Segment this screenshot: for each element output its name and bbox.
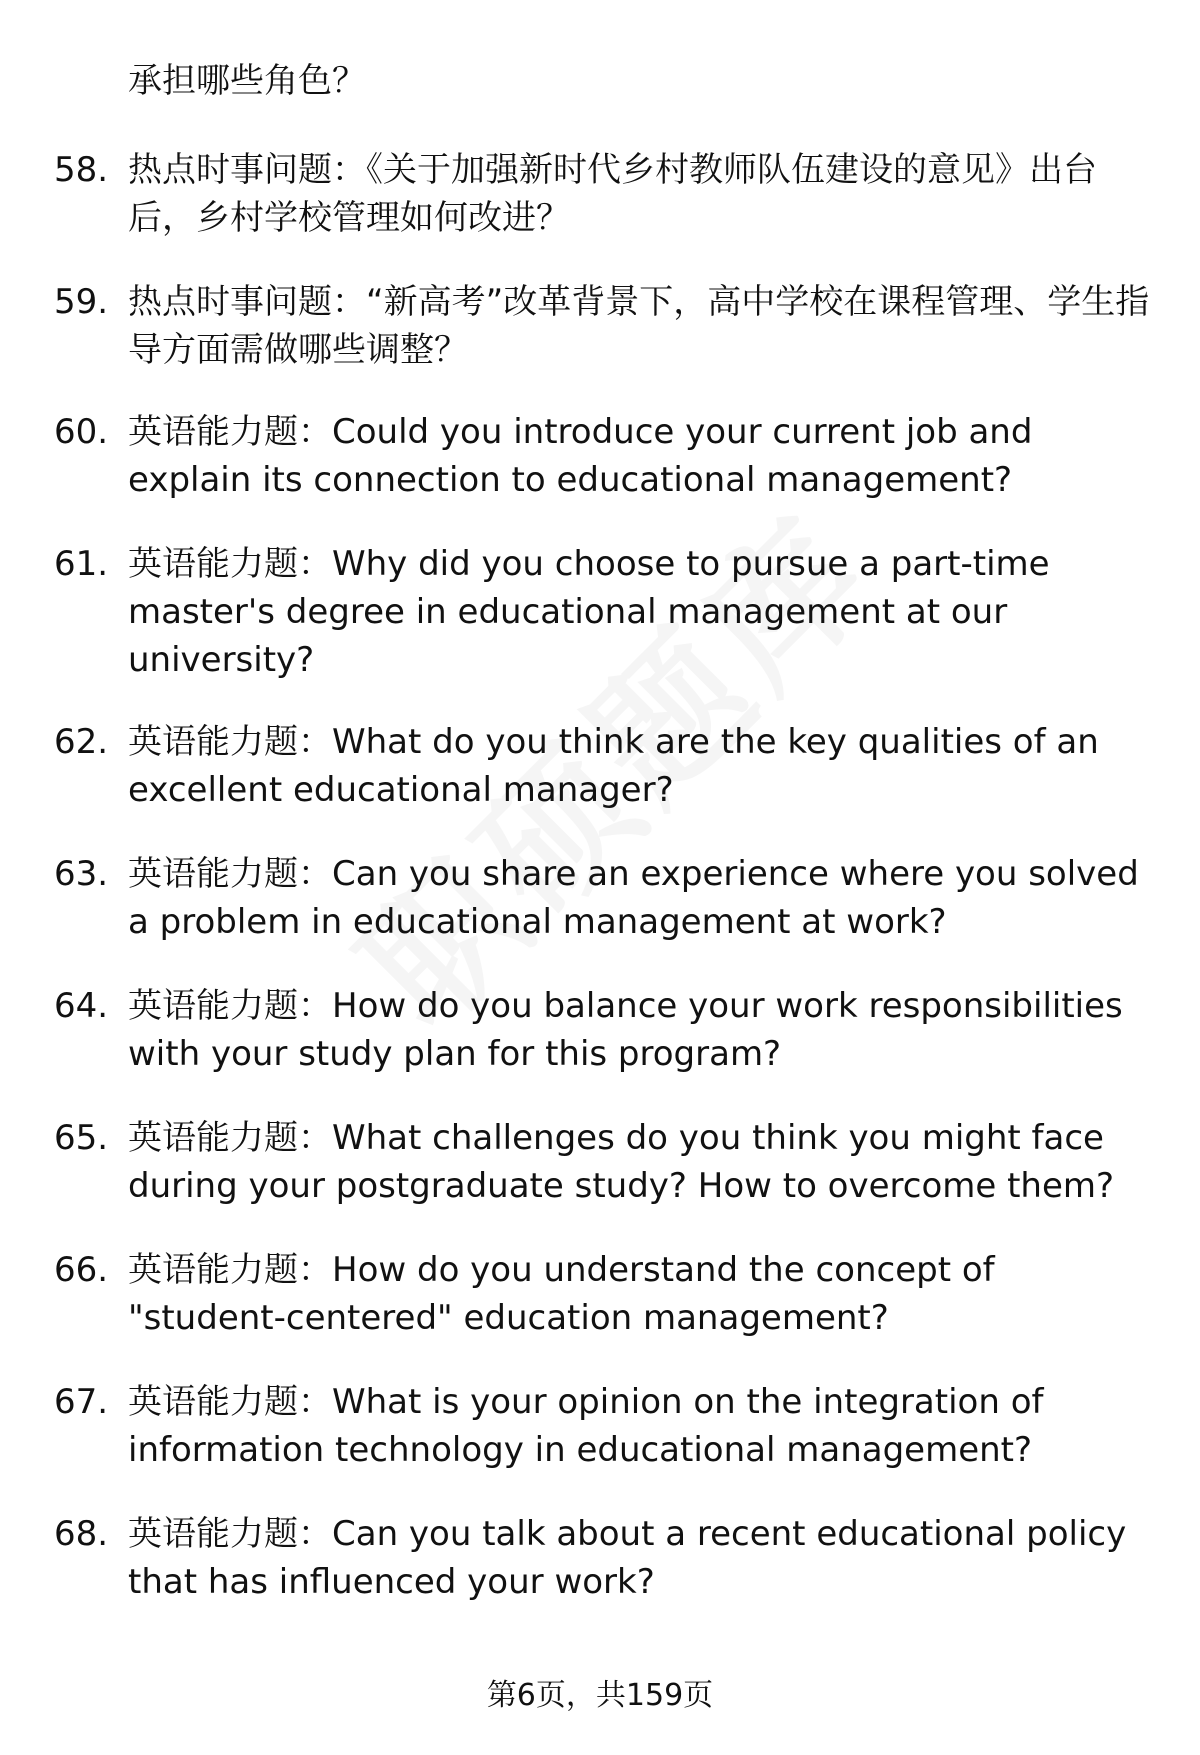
item-text: 英语能力题：What do you think are the key qualities of an excellent educational manager?	[128, 722, 1099, 810]
item-number: 61.	[54, 544, 109, 584]
item-text: 英语能力题：Why did you choose to pursue a part-time master's degree in educational management at our university?	[128, 544, 1050, 680]
item-number: 59.	[54, 282, 109, 322]
carryover-text: 承担哪些角色？	[128, 61, 366, 101]
item-number: 66.	[54, 1250, 109, 1290]
page-footer: 第6页，共159页	[486, 1678, 714, 1713]
item-text: 英语能力题：Could you introduce your current job and explain its connection to educational management?	[128, 412, 1033, 500]
item-number: 62.	[54, 722, 109, 762]
item-text: 英语能力题：How do you understand the concept of "student-centered" education management?	[128, 1250, 995, 1338]
item-number: 65.	[54, 1118, 109, 1158]
item-text: 英语能力题：How do you balance your work responsibilities with your study plan for this program?	[128, 986, 1123, 1074]
item-number: 64.	[54, 986, 109, 1026]
item-text: 英语能力题：Can you share an experience where you solved a problem in educational management at work?	[128, 854, 1139, 942]
item-number: 58.	[54, 150, 109, 190]
item-text: 热点时事问题：“新高考”改革背景下，高中学校在课程管理、学生指导方面需做哪些调整？	[128, 282, 1150, 370]
item-number: 67.	[54, 1382, 109, 1422]
item-text: 英语能力题：What challenges do you think you might face during your postgraduate study? How to overcome them?	[128, 1118, 1115, 1206]
item-text: 热点时事问题：《关于加强新时代乡村教师队伍建设的意见》出台后，乡村学校管理如何改进？	[128, 150, 1097, 238]
item-number: 60.	[54, 412, 109, 452]
item-text: 英语能力题：What is your opinion on the integration of information technology in educational management?	[128, 1382, 1044, 1470]
item-number: 68.	[54, 1514, 109, 1554]
item-text: 英语能力题：Can you talk about a recent educational policy that has influenced your work?	[128, 1514, 1127, 1602]
item-number: 63.	[54, 854, 109, 894]
